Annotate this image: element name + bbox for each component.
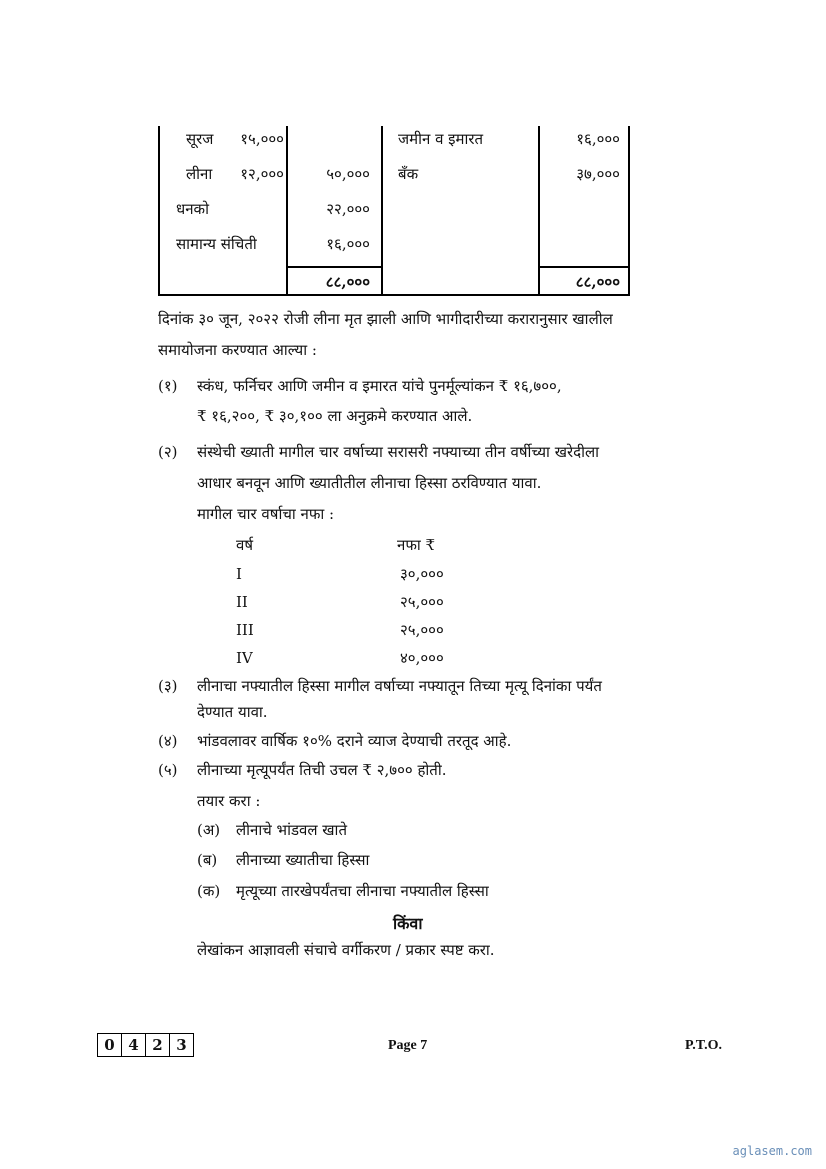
row-amount: १६,००० — [576, 130, 620, 148]
row-label: सामान्य संचिती — [176, 235, 257, 253]
intro-line: दिनांक ३० जून, २०२२ रोजी लीना मृत झाली आणि भागीदारीच्या करारानुसार खालील — [158, 310, 613, 328]
item-text: संस्थेची ख्याती मागील चार वर्षाच्या सरासरी नफ्याच्या तीन वर्षीच्या खरेदीला — [197, 443, 600, 461]
profit-year: IV — [236, 649, 253, 667]
table-border-right — [628, 126, 630, 296]
code-digit: 0 — [98, 1034, 122, 1056]
prepare-label: तयार करा : — [197, 792, 261, 810]
row-amount: १६,००० — [326, 235, 370, 253]
or-label: किंवा — [393, 914, 423, 933]
item-text: लीनाचा नफ्यातील हिस्सा मागील वर्षाच्या नफ्यातून तिच्या मृत्यू दिनांका पर्यंत — [197, 677, 602, 695]
prepare-item: लीनाचे भांडवल खाते — [236, 821, 347, 839]
row-amount: ३७,००० — [576, 165, 620, 183]
total-rule-left — [286, 266, 381, 268]
table-border-left — [158, 126, 160, 296]
row-subvalue: १२,००० — [240, 165, 284, 183]
item-number: (५) — [158, 761, 178, 779]
profit-value: २५,००० — [400, 593, 444, 611]
row-label: सूरज — [186, 130, 214, 148]
profit-year: I — [236, 565, 242, 583]
prepare-item-number: (अ) — [197, 821, 221, 839]
code-digit: 3 — [176, 1036, 187, 1054]
or-question: लेखांकन आज्ञावली संचाचे वर्गीकरण / प्रकार स्पष्ट करा. — [197, 941, 495, 959]
profit-value: ३०,००० — [400, 565, 444, 583]
row-label: लीना — [186, 165, 213, 183]
watermark-text: aglasem.com — [732, 1144, 812, 1158]
code-digit: 2 — [146, 1034, 170, 1056]
item-number: (१) — [158, 377, 178, 395]
balance-sheet-table — [158, 126, 630, 296]
item-text: मागील चार वर्षाचा नफा : — [197, 505, 335, 523]
row-label: धनको — [176, 200, 209, 218]
table-divider — [538, 126, 540, 296]
row-label: बँक — [398, 165, 419, 183]
item-text: ₹ १६,२००, ₹ ३०,१०० ला अनुक्रमे करण्यात आले. — [197, 407, 473, 425]
profit-header-amount: नफा ₹ — [397, 536, 436, 554]
item-number: (३) — [158, 677, 178, 695]
page-number: Page 7 — [388, 1038, 428, 1053]
row-amount: ५०,००० — [326, 165, 370, 183]
table-divider — [286, 126, 288, 296]
total-rule-right — [538, 266, 630, 268]
item-text: देण्यात यावा. — [197, 703, 268, 721]
paper-code-box — [97, 1033, 194, 1057]
profit-header-year: वर्ष — [236, 536, 254, 554]
right-total: ८८,००० — [575, 273, 620, 291]
pto-label: P.T.O. — [685, 1038, 722, 1053]
prepare-item-number: (क) — [197, 882, 221, 900]
row-subvalue: १५,००० — [240, 130, 284, 148]
row-amount: २२,००० — [326, 200, 370, 218]
item-text: लीनाच्या मृत्यूपर्यंत तिची उचल ₹ २,७०० होती. — [197, 761, 447, 779]
code-digit: 4 — [122, 1034, 146, 1056]
item-text: आधार बनवून आणि ख्यातीतील लीनाचा हिस्सा ठरविण्यात यावा. — [197, 474, 542, 492]
profit-year: II — [236, 593, 248, 611]
row-label: जमीन व इमारत — [398, 130, 484, 148]
item-number: (४) — [158, 732, 178, 750]
profit-value: २५,००० — [400, 621, 444, 639]
left-total: ८८,००० — [325, 273, 370, 291]
prepare-item: लीनाच्या ख्यातीचा हिस्सा — [236, 851, 370, 869]
prepare-item: मृत्यूच्या तारखेपर्यंतचा लीनाचा नफ्यातील हिस्सा — [236, 882, 489, 900]
intro-line: समायोजना करण्यात आल्या : — [158, 341, 317, 359]
profit-year: III — [236, 621, 254, 639]
profit-value: ४०,००० — [400, 649, 444, 667]
prepare-item-number: (ब) — [197, 851, 218, 869]
item-number: (२) — [158, 443, 178, 461]
item-text: स्कंध, फर्निचर आणि जमीन व इमारत यांचे पुनर्मूल्यांकन ₹ १६,७००, — [197, 377, 562, 395]
item-text: भांडवलावर वार्षिक १०% दराने व्याज देण्याची तरतूद आहे. — [197, 732, 512, 750]
table-border-bottom — [158, 294, 630, 296]
table-divider — [381, 126, 383, 296]
